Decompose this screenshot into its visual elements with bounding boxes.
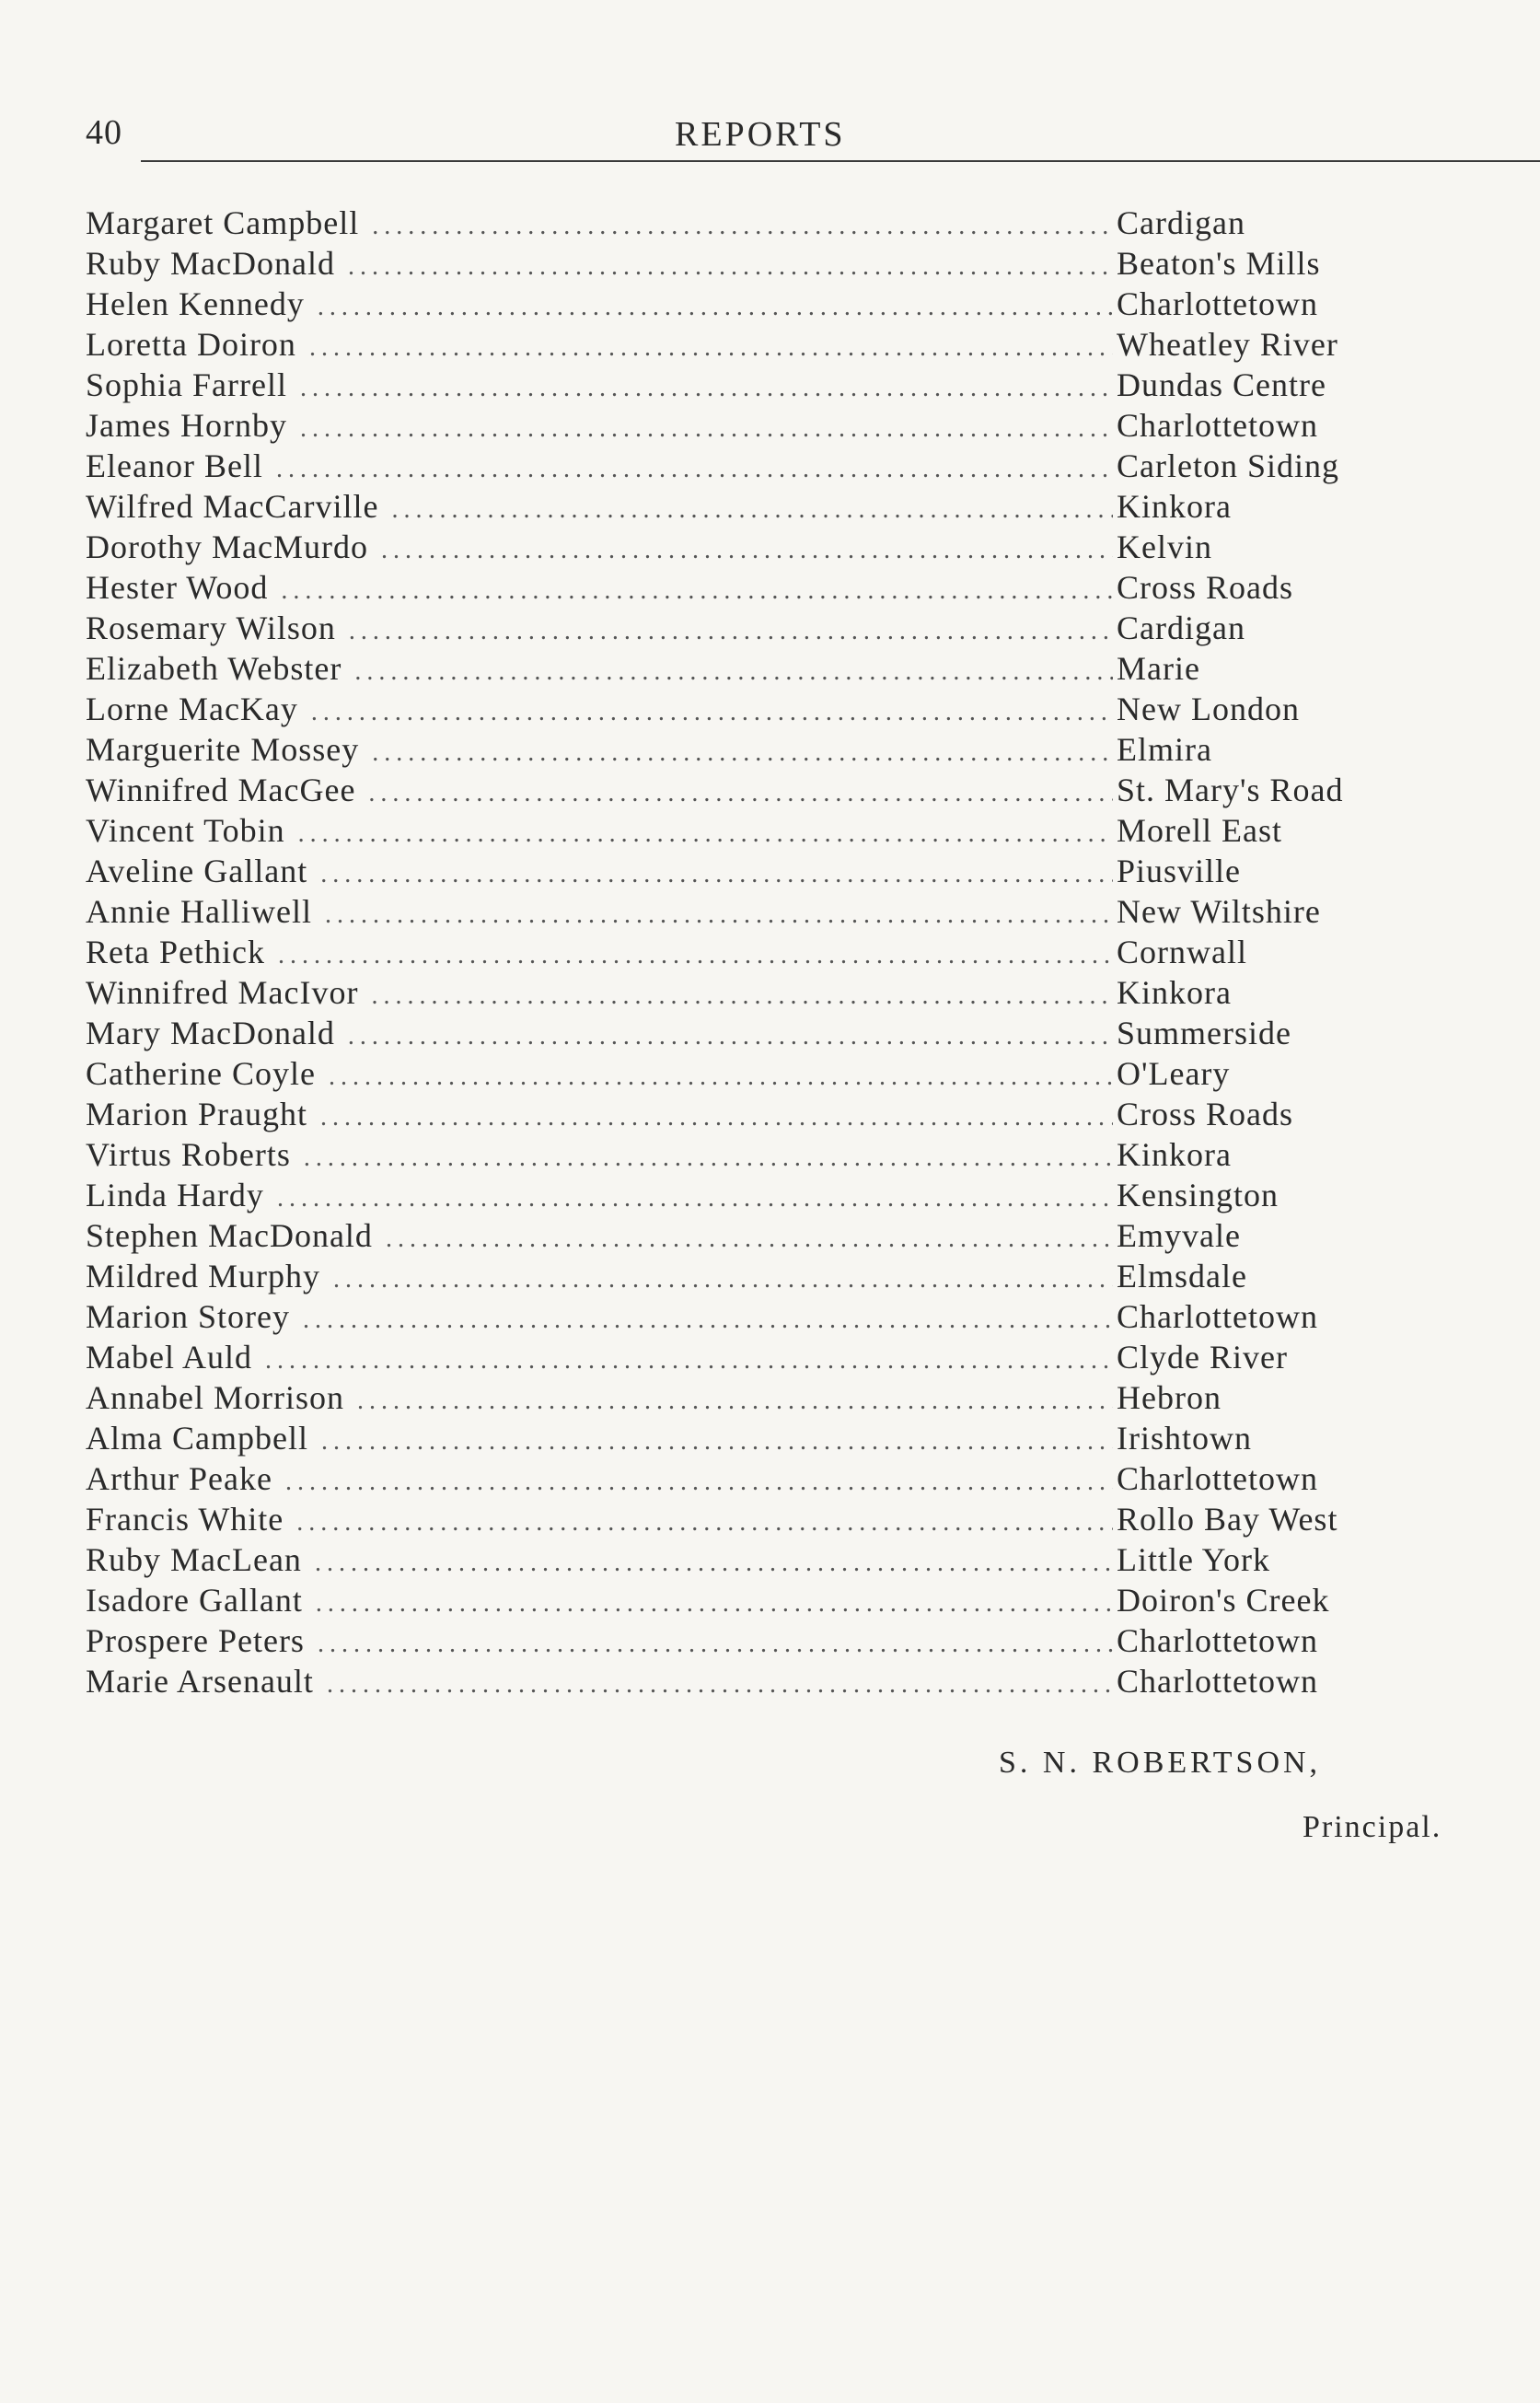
student-name: Stephen MacDonald bbox=[86, 1217, 373, 1254]
student-name: Vincent Tobin bbox=[86, 812, 285, 849]
student-name: Annie Halliwell bbox=[86, 893, 312, 930]
roster-entry bbox=[86, 1256, 1374, 1296]
roster-entry bbox=[86, 689, 1374, 729]
student-hometown: New Wiltshire bbox=[1117, 893, 1321, 930]
student-hometown: Hebron bbox=[1117, 1379, 1222, 1416]
dot-leader bbox=[285, 1462, 1113, 1503]
roster-entry bbox=[86, 486, 1374, 527]
student-name: Francis White bbox=[86, 1501, 284, 1538]
page-number: 40 bbox=[86, 113, 122, 152]
student-hometown: Summerside bbox=[1117, 1015, 1291, 1051]
roster-entry bbox=[86, 1013, 1374, 1053]
student-name: Loretta Doiron bbox=[86, 326, 296, 363]
dot-leader bbox=[311, 692, 1113, 733]
student-hometown: St. Mary's Road bbox=[1117, 772, 1344, 808]
dot-leader bbox=[371, 976, 1113, 1016]
student-hometown: Morell East bbox=[1117, 812, 1282, 849]
dot-leader bbox=[329, 1057, 1113, 1097]
roster-entry bbox=[86, 770, 1374, 810]
dot-leader bbox=[304, 1138, 1113, 1178]
student-name: Eleanor Bell bbox=[86, 447, 263, 484]
dot-leader bbox=[325, 895, 1113, 935]
roster-entry bbox=[86, 1580, 1374, 1620]
dot-leader bbox=[354, 652, 1113, 692]
student-name: Ruby MacDonald bbox=[86, 245, 335, 282]
roster-entry bbox=[86, 203, 1374, 243]
student-hometown: Little York bbox=[1117, 1541, 1271, 1578]
dot-leader bbox=[333, 1260, 1113, 1300]
student-hometown: Cornwall bbox=[1117, 934, 1247, 970]
dot-leader bbox=[357, 1381, 1113, 1422]
student-name: Hester Wood bbox=[86, 569, 269, 606]
dot-leader bbox=[278, 935, 1113, 976]
dot-leader bbox=[381, 530, 1113, 571]
roster-entry bbox=[86, 1175, 1374, 1215]
roster-entry bbox=[86, 1296, 1374, 1337]
roster-entry bbox=[86, 1499, 1374, 1539]
student-name: Virtus Roberts bbox=[86, 1136, 291, 1173]
student-name: Helen Kennedy bbox=[86, 285, 305, 322]
roster-entry bbox=[86, 608, 1374, 648]
student-name: Rosemary Wilson bbox=[86, 609, 336, 646]
roster-entry bbox=[86, 891, 1374, 932]
roster-entry bbox=[86, 284, 1374, 324]
dot-leader bbox=[318, 287, 1113, 328]
student-name: Elizabeth Webster bbox=[86, 650, 342, 687]
dot-leader bbox=[309, 328, 1113, 368]
student-hometown: Elmira bbox=[1117, 731, 1212, 768]
roster-entry bbox=[86, 567, 1374, 608]
student-hometown: Charlottetown bbox=[1117, 407, 1318, 444]
student-name: Sophia Farrell bbox=[86, 366, 287, 403]
roster-entry bbox=[86, 810, 1374, 851]
dot-leader bbox=[321, 1422, 1113, 1462]
roster-entry bbox=[86, 972, 1374, 1013]
student-name: Mabel Auld bbox=[86, 1339, 252, 1376]
dot-leader bbox=[368, 773, 1113, 814]
running-title: REPORTS bbox=[675, 115, 846, 154]
student-hometown: Kinkora bbox=[1117, 974, 1232, 1011]
roster-entry bbox=[86, 1620, 1374, 1661]
student-hometown: Kinkora bbox=[1117, 488, 1232, 525]
dot-leader bbox=[315, 1543, 1113, 1584]
dot-leader bbox=[348, 1016, 1113, 1057]
student-name: Marie Arsenault bbox=[86, 1663, 314, 1700]
student-name: Margaret Campbell bbox=[86, 204, 360, 241]
student-name: Linda Hardy bbox=[86, 1177, 264, 1213]
dot-leader bbox=[300, 409, 1113, 449]
student-name: Alma Campbell bbox=[86, 1420, 308, 1457]
student-name: Marguerite Mossey bbox=[86, 731, 360, 768]
student-hometown: Cardigan bbox=[1117, 204, 1245, 241]
signature-title: Principal. bbox=[1303, 1810, 1442, 1844]
student-hometown: Clyde River bbox=[1117, 1339, 1288, 1376]
student-hometown: Rollo Bay West bbox=[1117, 1501, 1338, 1538]
roster-entry bbox=[86, 932, 1374, 972]
roster-entry bbox=[86, 729, 1374, 770]
roster-entry bbox=[86, 1215, 1374, 1256]
roster-entry bbox=[86, 1539, 1374, 1580]
roster-entry bbox=[86, 527, 1374, 567]
student-roster bbox=[86, 203, 1374, 1701]
page-header bbox=[86, 109, 1466, 164]
student-hometown: Dundas Centre bbox=[1117, 366, 1326, 403]
dot-leader bbox=[391, 490, 1113, 530]
student-name: Mary MacDonald bbox=[86, 1015, 335, 1051]
roster-entry bbox=[86, 1661, 1374, 1701]
student-hometown: Irishtown bbox=[1117, 1420, 1252, 1457]
dot-leader bbox=[298, 814, 1113, 854]
dot-leader bbox=[281, 571, 1113, 611]
student-hometown: Cardigan bbox=[1117, 609, 1245, 646]
roster-entry bbox=[86, 405, 1374, 446]
dot-leader bbox=[372, 733, 1113, 773]
dot-leader bbox=[277, 1178, 1113, 1219]
student-name: Catherine Coyle bbox=[86, 1055, 316, 1092]
student-hometown: Charlottetown bbox=[1117, 1298, 1318, 1335]
dot-leader bbox=[349, 611, 1113, 652]
roster-entry bbox=[86, 1377, 1374, 1418]
student-name: Mildred Murphy bbox=[86, 1258, 320, 1294]
student-name: Ruby MacLean bbox=[86, 1541, 302, 1578]
student-name: Marion Praught bbox=[86, 1096, 307, 1132]
student-hometown: Charlottetown bbox=[1117, 1460, 1318, 1497]
dot-leader bbox=[300, 368, 1113, 409]
header-rule bbox=[141, 160, 1540, 162]
signature-name: S. N. ROBERTSON, bbox=[999, 1746, 1322, 1780]
student-hometown: Wheatley River bbox=[1117, 326, 1338, 363]
roster-entry bbox=[86, 243, 1374, 284]
student-hometown: Marie bbox=[1117, 650, 1200, 687]
student-name: Reta Pethick bbox=[86, 934, 265, 970]
dot-leader bbox=[320, 854, 1113, 895]
roster-entry bbox=[86, 648, 1374, 689]
student-hometown: Kelvin bbox=[1117, 528, 1212, 565]
student-name: James Hornby bbox=[86, 407, 287, 444]
student-hometown: Piusville bbox=[1117, 853, 1242, 889]
student-hometown: Cross Roads bbox=[1117, 569, 1294, 606]
dot-leader bbox=[276, 449, 1113, 490]
student-hometown: O'Leary bbox=[1117, 1055, 1231, 1092]
student-hometown: Charlottetown bbox=[1117, 1663, 1318, 1700]
student-hometown: Doiron's Creek bbox=[1117, 1582, 1330, 1619]
dot-leader bbox=[320, 1097, 1113, 1138]
roster-entry bbox=[86, 1094, 1374, 1134]
roster-entry bbox=[86, 365, 1374, 405]
roster-entry bbox=[86, 851, 1374, 891]
dot-leader bbox=[318, 1624, 1113, 1665]
student-name: Arthur Peake bbox=[86, 1460, 272, 1497]
student-hometown: New London bbox=[1117, 691, 1300, 727]
student-name: Wilfred MacCarville bbox=[86, 488, 379, 525]
roster-entry bbox=[86, 446, 1374, 486]
student-hometown: Elmsdale bbox=[1117, 1258, 1247, 1294]
student-hometown: Beaton's Mills bbox=[1117, 245, 1321, 282]
dot-leader bbox=[265, 1341, 1113, 1381]
dot-leader bbox=[303, 1300, 1113, 1341]
student-hometown: Cross Roads bbox=[1117, 1096, 1294, 1132]
student-name: Marion Storey bbox=[86, 1298, 290, 1335]
roster-entry bbox=[86, 1458, 1374, 1499]
dot-leader bbox=[348, 247, 1113, 287]
student-name: Aveline Gallant bbox=[86, 853, 308, 889]
student-name: Dorothy MacMurdo bbox=[86, 528, 368, 565]
dot-leader bbox=[372, 206, 1113, 247]
student-name: Winnifred MacIvor bbox=[86, 974, 359, 1011]
roster-entry bbox=[86, 324, 1374, 365]
student-name: Prospere Peters bbox=[86, 1622, 305, 1659]
student-hometown: Charlottetown bbox=[1117, 285, 1318, 322]
student-name: Lorne MacKay bbox=[86, 691, 298, 727]
student-hometown: Kinkora bbox=[1117, 1136, 1232, 1173]
dot-leader bbox=[296, 1503, 1113, 1543]
student-name: Isadore Gallant bbox=[86, 1582, 303, 1619]
roster-entry bbox=[86, 1337, 1374, 1377]
roster-entry bbox=[86, 1418, 1374, 1458]
dot-leader bbox=[327, 1665, 1113, 1705]
student-hometown: Carleton Siding bbox=[1117, 447, 1339, 484]
student-hometown: Charlottetown bbox=[1117, 1622, 1318, 1659]
student-hometown: Kensington bbox=[1117, 1177, 1279, 1213]
dot-leader bbox=[386, 1219, 1113, 1260]
student-hometown: Emyvale bbox=[1117, 1217, 1241, 1254]
student-name: Annabel Morrison bbox=[86, 1379, 344, 1416]
student-name: Winnifred MacGee bbox=[86, 772, 356, 808]
roster-entry bbox=[86, 1053, 1374, 1094]
roster-entry bbox=[86, 1134, 1374, 1175]
dot-leader bbox=[316, 1584, 1113, 1624]
